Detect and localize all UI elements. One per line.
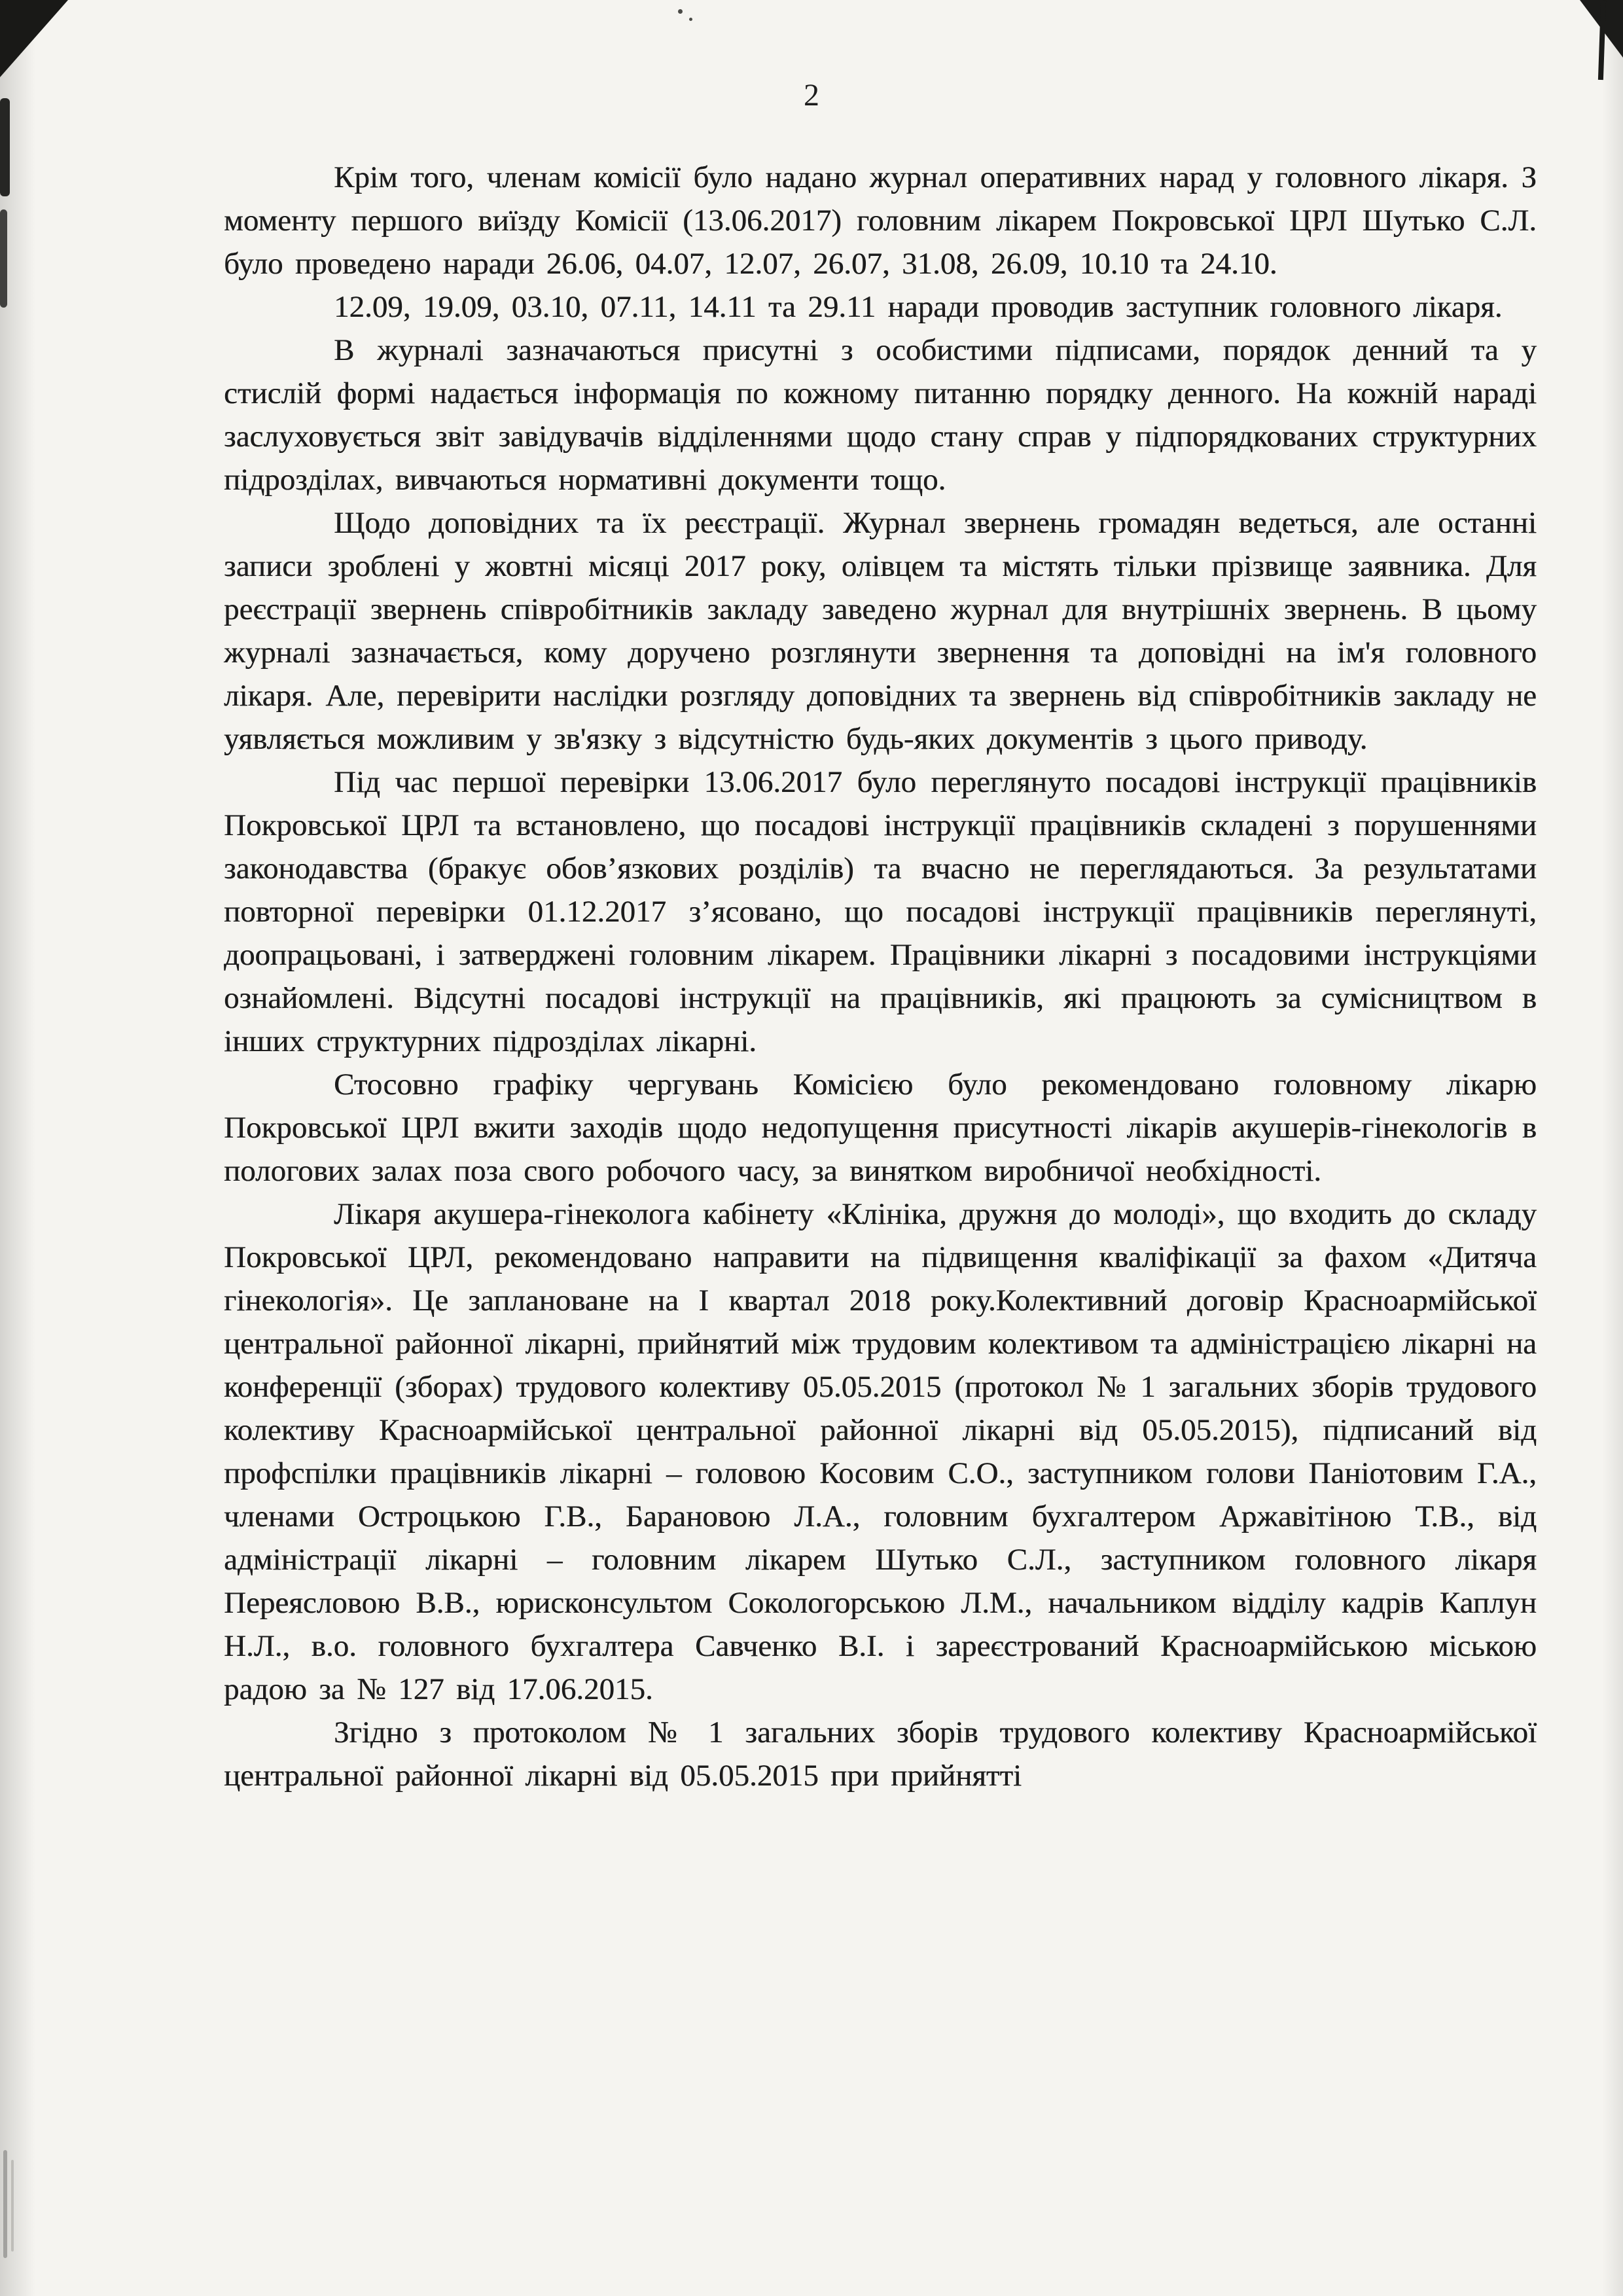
document-body — [224, 156, 1537, 1797]
paragraph: 12.09, 19.09, 03.10, 07.11, 14.11 та 29.11 наради проводив заступник головного лікаря. — [334, 290, 1503, 324]
scan-artifact-left-streak — [0, 209, 7, 308]
scan-artifact-corner-top-left — [0, 0, 68, 77]
scan-artifact-speck — [678, 9, 683, 14]
paragraph: В журналі зазначаються присутні з особистими підписами, порядок денний та у стислій формі надається інформація по кожному питанню порядку денного. На кожній нараді заслуховується звіт завідувачів відділеннями щодо стану справ у підпорядкованих структурних підрозділах, вивчаються нормативні документи тощо. — [224, 333, 1537, 497]
scan-shadow-right-edge — [1602, 0, 1623, 2296]
scan-artifact-left-streak — [3, 2150, 7, 2258]
paragraph: Щодо доповідних та їх реєстрації. Журнал звернень громадян ведеться, але останні записи зроблені у жовтні місяці 2017 року, олівцем та містять тільки прізвище заявника. Для реєстрації звернень співробітників закладу заведено журнал для внутрішніх звернень. В цьому журналі зазначається, кому доручено розглянути звернення та доповідні на ім'я головного лікаря. Але, перевірити наслідки розгляду доповідних та звернень від співробітників закладу не уявляється можливим у зв'язку з відсутністю будь-яких документів з цього приводу. — [224, 506, 1537, 756]
paragraph: Під час першої перевірки 13.06.2017 було переглянуто посадові інструкції працівників Покровської ЦРЛ та встановлено, що посадові інструкції працівників складені з порушеннями законодавства (бракує обов’язкових розділів) та вчасно не переглядаються. За результатами повторної перевірки 01.12.2017 з’ясовано, що посадові інструкції працівників переглянуті, доопрацьовані, і затверджені головним лікарем. Працівники лікарні з посадовими інструкціями ознайомлені. Відсутні посадові інструкції на працівників, які працюють за сумісництвом в інших структурних підрозділах лікарні. — [224, 765, 1537, 1058]
paragraph: Згідно з протоколом № 1 загальних зборів трудового колективу Красноармійської центральної районної лікарні від 05.05.2015 при прийнятті — [224, 1715, 1537, 1793]
paragraph: Лікаря акушера-гінеколога кабінету «Клініка, дружня до молоді», що входить до складу Покровської ЦРЛ, рекомендовано направити на підвищення кваліфікації за фахом «Дитяча гінекологія». Це заплановане на І квартал 2018 року.Колективний договір Красноармійської центральної районної лікарні, прийнятий між трудовим колективом та адміністрацією лікарні на конференції (зборах) трудового колективу 05.05.2015 (протокол № 1 загальних зборів трудового колективу Красноармійської центральної районної лікарні від 05.05.2015), підписаний від профспілки працівників лікарні – головою Косовим С.О., заступником голови Паніотовим Г.А., членами Остроцькою Г.В., Барановою Л.А., головним бухгалтером Аржавітіною Т.В., від адміністрації лікарні – головним лікарем Шутько С.Л., заступником головного лікаря Переясловою В.В., юрисконсультом Сокологорською Л.М., начальником відділу кадрів Каплун Н.Л., в.о. головного бухгалтера Савченко В.І. і зареєстрований Красноармійською міською радою за № 127 від 17.06.2015. — [224, 1197, 1537, 1706]
paragraph: Стосовно графіку чергувань Комісією було рекомендовано головному лікарю Покровської ЦРЛ вжити заходів щодо недопущення присутності лікарів акушерів-гінекологів в пологових залах поза свого робочого часу, за винятком виробничої необхідності. — [224, 1067, 1537, 1188]
paragraph: Крім того, членам комісії було надано журнал оперативних нарад у головного лікаря. З моменту першого виїзду Комісії (13.06.2017) головним лікарем Покровської ЦРЛ Шутько С.Л. було проведено наради 26.06, 04.07, 12.07, 26.07, 31.08, 26.09, 10.10 та 24.10. — [224, 160, 1537, 281]
page-number: 2 — [804, 78, 819, 113]
scan-artifact-speck — [689, 18, 692, 21]
scan-artifact-left-streak — [11, 2160, 14, 2251]
scan-shadow-left-edge — [0, 0, 35, 2296]
